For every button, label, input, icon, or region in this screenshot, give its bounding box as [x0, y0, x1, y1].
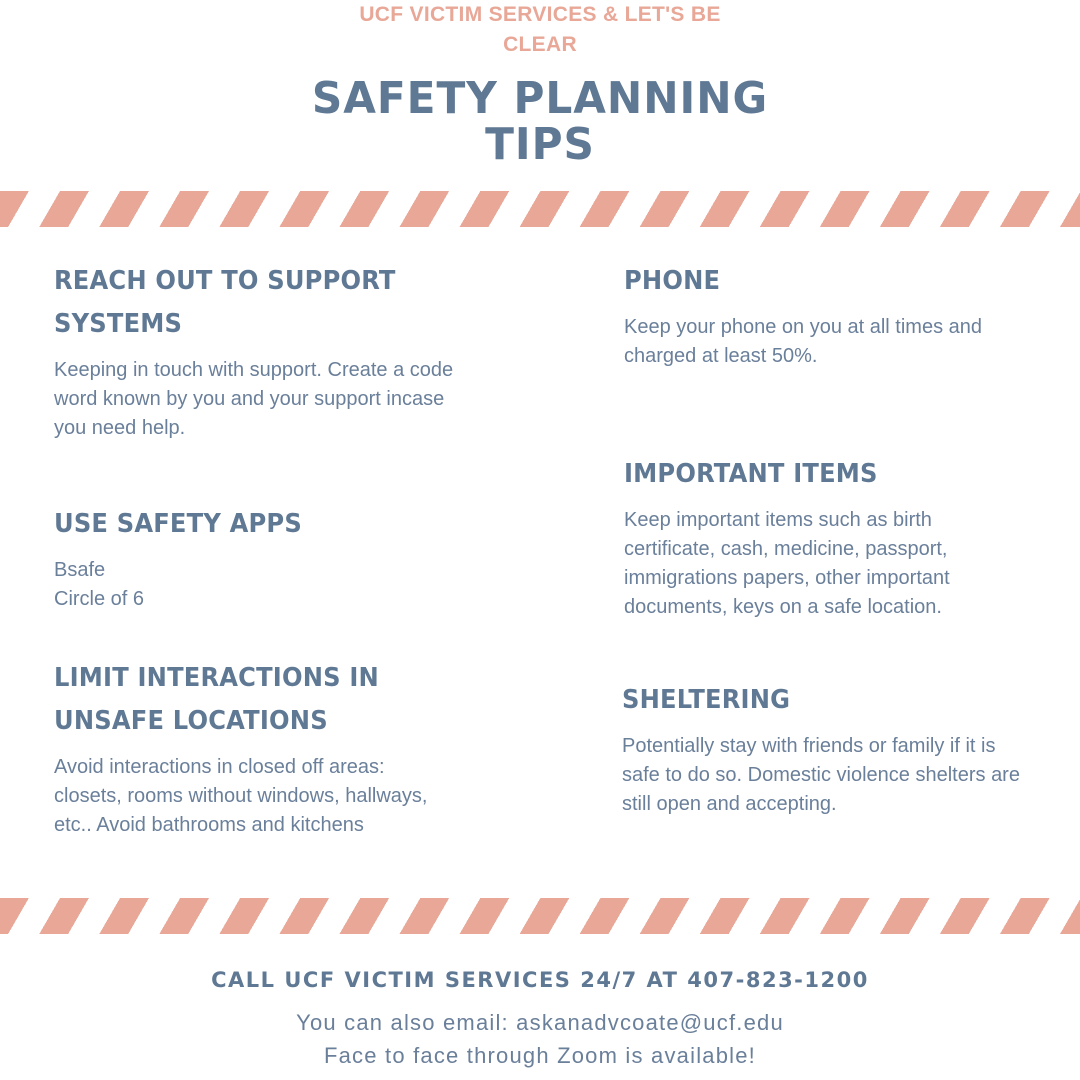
heading-line: USE SAFETY APPS	[54, 509, 302, 539]
body-line: charged at least 50%.	[624, 345, 818, 367]
section-phone	[624, 260, 1054, 371]
body-line: Keep important items such as birth	[624, 509, 932, 531]
body-line: Bsafe	[54, 559, 106, 581]
section-body	[54, 753, 514, 840]
body-line: certificate, cash, medicine, passport,	[624, 538, 948, 560]
section-unsafe-locations	[54, 657, 514, 840]
section-heading	[624, 453, 1024, 496]
page-title	[252, 73, 828, 170]
heading-line: SYSTEMS	[54, 309, 183, 339]
body-line: Keep your phone on you at all times and	[624, 316, 983, 338]
body-line: Avoid interactions in closed off areas:	[54, 756, 385, 778]
section-support-systems	[54, 260, 514, 443]
section-safety-apps	[54, 503, 514, 614]
body-line: etc.. Avoid bathrooms and kitchens	[54, 814, 364, 836]
body-line: immigrations papers, other important	[624, 567, 950, 589]
body-line: Keeping in touch with support. Create a code	[54, 359, 454, 381]
section-body	[624, 313, 1054, 371]
top-stripe-divider	[0, 191, 1080, 227]
organization-name: UCF VICTIM SERVICES & LET'S BE CLEAR	[359, 3, 721, 56]
section-heading	[54, 657, 482, 743]
section-body	[622, 732, 1062, 819]
section-body	[624, 506, 1054, 622]
body-line: word known by you and your support incase	[54, 388, 445, 410]
body-line: documents, keys on a safe location.	[624, 596, 942, 618]
title-line-2: TIPS	[485, 119, 595, 170]
heading-line: REACH OUT TO SUPPORT	[54, 266, 396, 296]
section-important-items	[624, 453, 1054, 622]
body-line: safe to do so. Domestic violence shelters are	[622, 764, 1020, 786]
body-line: Potentially stay with friends or family if it is	[622, 735, 996, 757]
heading-line: PHONE	[624, 266, 721, 296]
body-line: still open and accepting.	[622, 793, 837, 815]
footer-email-line: You can also email: askanadvcoate@ucf.edu	[296, 1010, 784, 1035]
section-body	[54, 356, 514, 443]
section-sheltering	[622, 679, 1062, 819]
heading-line: IMPORTANT ITEMS	[624, 459, 878, 489]
footer-zoom-line: Face to face through Zoom is available!	[323, 1043, 756, 1068]
section-heading	[54, 503, 482, 546]
body-line: you need help.	[54, 417, 186, 439]
bottom-stripe-divider	[0, 898, 1080, 934]
footer-call-line: CALL UCF VICTIM SERVICES 24/7 AT 407-823-1200	[211, 968, 869, 992]
body-line: Circle of 6	[54, 588, 145, 610]
section-heading	[54, 260, 482, 346]
section-heading	[624, 260, 1024, 303]
heading-line: SHELTERING	[622, 685, 791, 715]
heading-line: LIMIT INTERACTIONS IN	[54, 663, 379, 693]
title-line-1: SAFETY PLANNING	[311, 73, 769, 124]
body-line: closets, rooms without windows, hallways,	[54, 785, 428, 807]
section-body	[54, 556, 514, 614]
heading-line: UNSAFE LOCATIONS	[54, 706, 328, 736]
section-heading	[622, 679, 1031, 722]
